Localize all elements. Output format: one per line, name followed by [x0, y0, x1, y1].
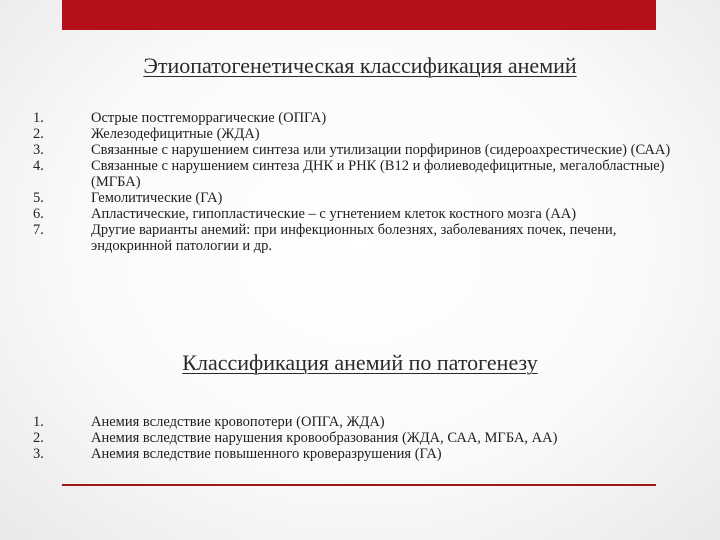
list-item [0, 446, 720, 462]
item-number: 7. [33, 222, 44, 238]
list-item [0, 158, 720, 190]
list-item [0, 430, 720, 446]
list-item [0, 142, 720, 158]
item-number: 2. [33, 126, 44, 142]
item-text: Связанные с нарушением синтеза или утилизации порфиринов (сидероахрестические) (САА) [91, 142, 671, 158]
item-text: Острые постгеморрагические (ОПГА) [91, 110, 327, 126]
item-text: Железодефицитные (ЖДА) [91, 126, 260, 142]
etiopathogenetic-list [0, 110, 720, 254]
item-number: 3. [33, 446, 44, 462]
item-number: 6. [33, 206, 44, 222]
item-text: Гемолитические (ГА) [91, 190, 223, 206]
list-item [0, 126, 720, 142]
pathogenesis-list [0, 414, 720, 462]
item-text: Анемия вследствие нарушения кровообразования (ЖДА, САА, МГБА, АА) [91, 430, 558, 446]
pathogenesis-classification-heading: Классификация анемий по патогенезу [182, 350, 538, 375]
item-number: 5. [33, 190, 44, 206]
top-accent-bar [62, 0, 656, 30]
list-item [0, 414, 720, 430]
list-item [0, 206, 720, 222]
item-number: 3. [33, 142, 44, 158]
item-number: 4. [33, 158, 44, 174]
list-item [0, 110, 720, 126]
item-text: Связанные с нарушением синтеза ДНК и РНК (В12 и фолиеводефицитные, мегалобластные) (МГБА) [91, 158, 665, 190]
item-number: 1. [33, 414, 44, 430]
etiopathogenetic-classification-heading: Этиопатогенетическая классификация анемий [143, 53, 577, 78]
item-text: Анемия вследствие повышенного кроверазрушения (ГА) [91, 446, 442, 462]
list-item [0, 190, 720, 206]
bottom-divider [62, 484, 656, 486]
item-text: Анемия вследствие кровопотери (ОПГА, ЖДА) [91, 414, 385, 430]
item-number: 1. [33, 110, 44, 126]
item-text: Апластические, гипопластические – с угнетением клеток костного мозга (АА) [91, 206, 577, 222]
item-text: Другие варианты анемий: при инфекционных болезнях, заболеваниях почек, печени, эндокринной патологии и др. [91, 222, 617, 254]
list-item [0, 222, 720, 254]
item-number: 2. [33, 430, 44, 446]
